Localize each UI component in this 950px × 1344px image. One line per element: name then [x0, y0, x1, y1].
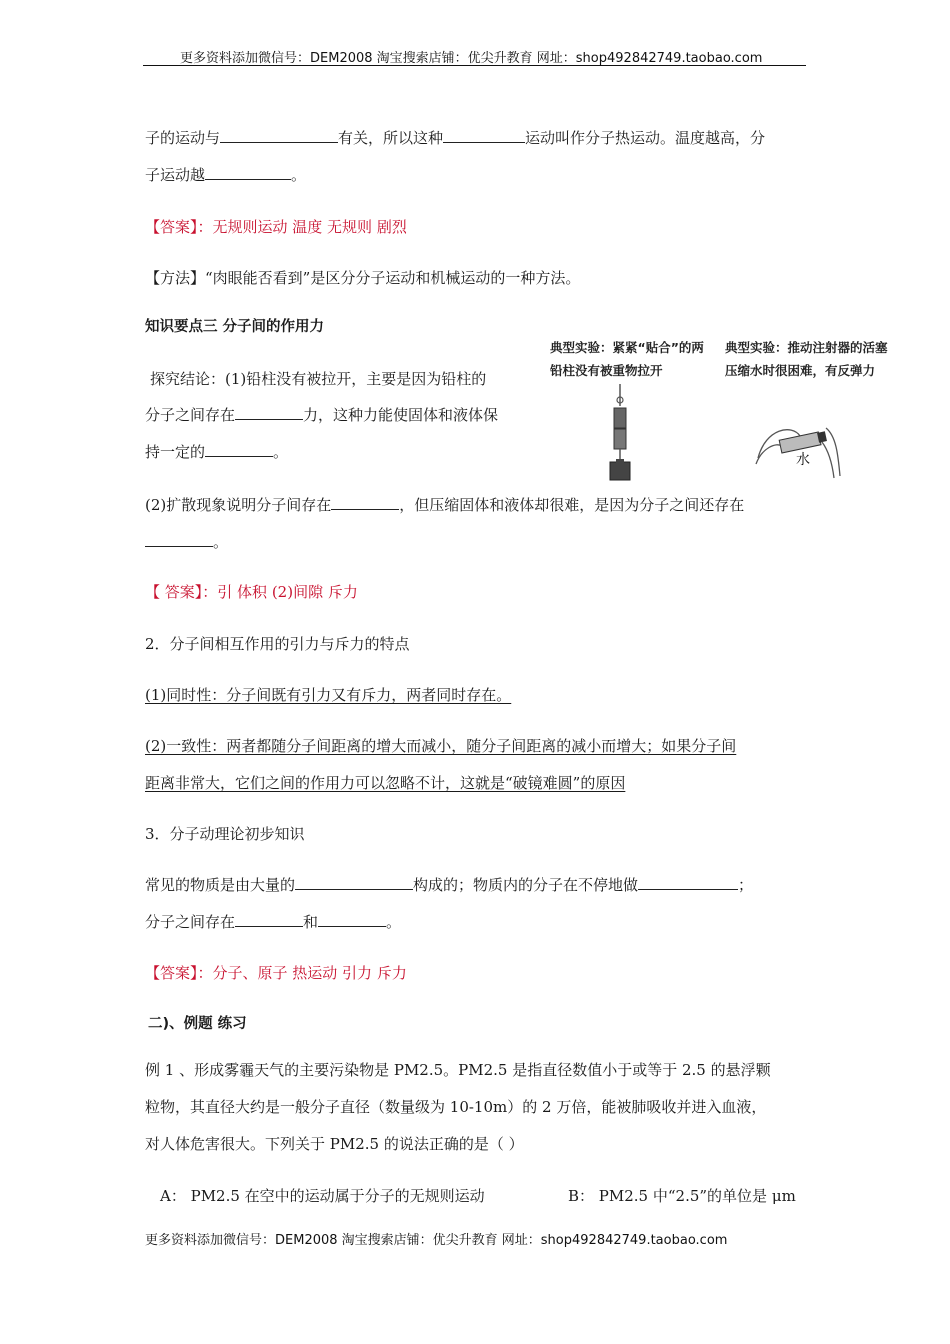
- paragraph-2-line-1: 探究结论：(1)铅柱没有被拉开，主要是因为铅柱的: [150, 370, 487, 388]
- blank: [235, 912, 303, 927]
- item-2a: (1)同时性：分子间既有引力又有斥力，两者同时存在。: [145, 686, 512, 704]
- text: 。: [386, 913, 402, 931]
- example-1-line-3: 对人体危害很大。下列关于 PM2.5 的说法正确的是（ ）: [145, 1135, 524, 1153]
- blank: [205, 442, 273, 457]
- answer-text: 无规则运动 温度 无规则 剧烈: [212, 218, 407, 236]
- header-rule: [143, 65, 806, 66]
- text: 分子之间存在: [145, 913, 236, 931]
- example-1-line-2: 粒物，其直径大约是一般分子直径（数量级为 10-10m）的 2 万倍，能被肺吸收并进入血液，: [145, 1098, 767, 1116]
- answer-1: [145, 216, 407, 237]
- blank: [145, 532, 213, 547]
- blank: [220, 128, 338, 143]
- page-header: 更多资料添加微信号：DEM2008 淘宝搜索店铺：优尖升教育 网址：shop492842749.taobao.com: [180, 51, 763, 66]
- text: 子的运动与: [145, 129, 221, 147]
- paragraph-3-line-2: [145, 531, 228, 552]
- option-b: B： PM2.5 中“2.5”的单位是 μm: [568, 1187, 796, 1205]
- paragraph-4-line-2: [145, 911, 401, 932]
- blank: [331, 495, 399, 510]
- lead-cylinders-illustration: [590, 382, 650, 484]
- section-title-examples: 二)、例题 练习: [148, 1016, 247, 1032]
- text: 构成的；物质内的分子在不停地做: [413, 876, 639, 894]
- water-label: 水: [796, 452, 810, 468]
- blank: [443, 128, 525, 143]
- text: 力，这种力能使固体和液体保: [303, 406, 499, 424]
- paragraph-2-line-3: [145, 441, 288, 462]
- blank: [205, 165, 291, 180]
- blank: [318, 912, 386, 927]
- blank: [295, 875, 413, 890]
- page-footer: 更多资料添加微信号：DEM2008 淘宝搜索店铺：优尖升教育 网址：shop492842749.taobao.com: [145, 1233, 728, 1248]
- method-note: 【方法】“肉眼能否看到”是区分分子运动和机械运动的一种方法。: [145, 269, 581, 287]
- paragraph-2-line-2: [145, 404, 498, 425]
- item-3-title: 3．分子动理论初步知识: [145, 825, 305, 843]
- blank: [235, 405, 303, 420]
- paragraph-4-line-1: [145, 874, 753, 895]
- paragraph-1-line-2: [145, 164, 306, 185]
- text: ；: [738, 876, 754, 894]
- item-2b-line-1: (2)一致性：两者都随分子间距离的增大而减小，随分子间距离的减小而增大；如果分子间: [145, 737, 737, 755]
- answer-2: [145, 581, 358, 602]
- figure-right-caption: 典型实验：推动注射器的活塞压缩水时很困难，有反弹力: [725, 340, 888, 378]
- text: (2)扩散现象说明分子间存在: [145, 496, 332, 514]
- text: 子运动越: [145, 166, 206, 184]
- text: 。: [213, 533, 229, 551]
- syringe-illustration: [752, 418, 844, 484]
- text: 分子之间存在: [145, 406, 236, 424]
- blank: [638, 875, 738, 890]
- text: 和: [303, 913, 319, 931]
- answer-label: 【答案】：: [145, 964, 213, 982]
- answer-label: 【 答案】：: [145, 583, 218, 601]
- answer-text: 引 体积 (2)间隙 斥力: [217, 583, 358, 601]
- example-1-line-1: 例 1 、形成雾霾天气的主要污染物是 PM2.5。PM2.5 是指直径数值小于或等于 2.5 的悬浮颗: [145, 1061, 771, 1079]
- text: 有关，所以这种: [338, 129, 444, 147]
- text: 。: [273, 443, 289, 461]
- answer-label: 【答案】：: [145, 218, 213, 236]
- paragraph-1-line-1: [145, 127, 765, 148]
- text: 。: [291, 166, 307, 184]
- text: 持一定的: [145, 443, 206, 461]
- paragraph-3-line-1: [145, 494, 744, 515]
- option-a: A： PM2.5 在空中的运动属于分子的无规则运动: [160, 1187, 485, 1205]
- text: 常见的物质是由大量的: [145, 876, 296, 894]
- figure-left-caption: 典型实验：紧紧“贴合”的两铅柱没有被重物拉开: [550, 340, 704, 378]
- item-2-title: 2．分子间相互作用的引力与斥力的特点: [145, 635, 410, 653]
- text: 运动叫作分子热运动。温度越高，分: [525, 129, 766, 147]
- text: ，但压缩固体和液体却很难，是因为分子之间还存在: [399, 496, 745, 514]
- item-2b-line-2: 距离非常大，它们之间的作用力可以忽略不计，这就是“破镜难圆”的原因: [145, 774, 626, 792]
- answer-3: [145, 962, 407, 983]
- section-title-3: 知识要点三 分子间的作用力: [145, 319, 325, 335]
- answer-text: 分子、原子 热运动 引力 斥力: [212, 964, 407, 982]
